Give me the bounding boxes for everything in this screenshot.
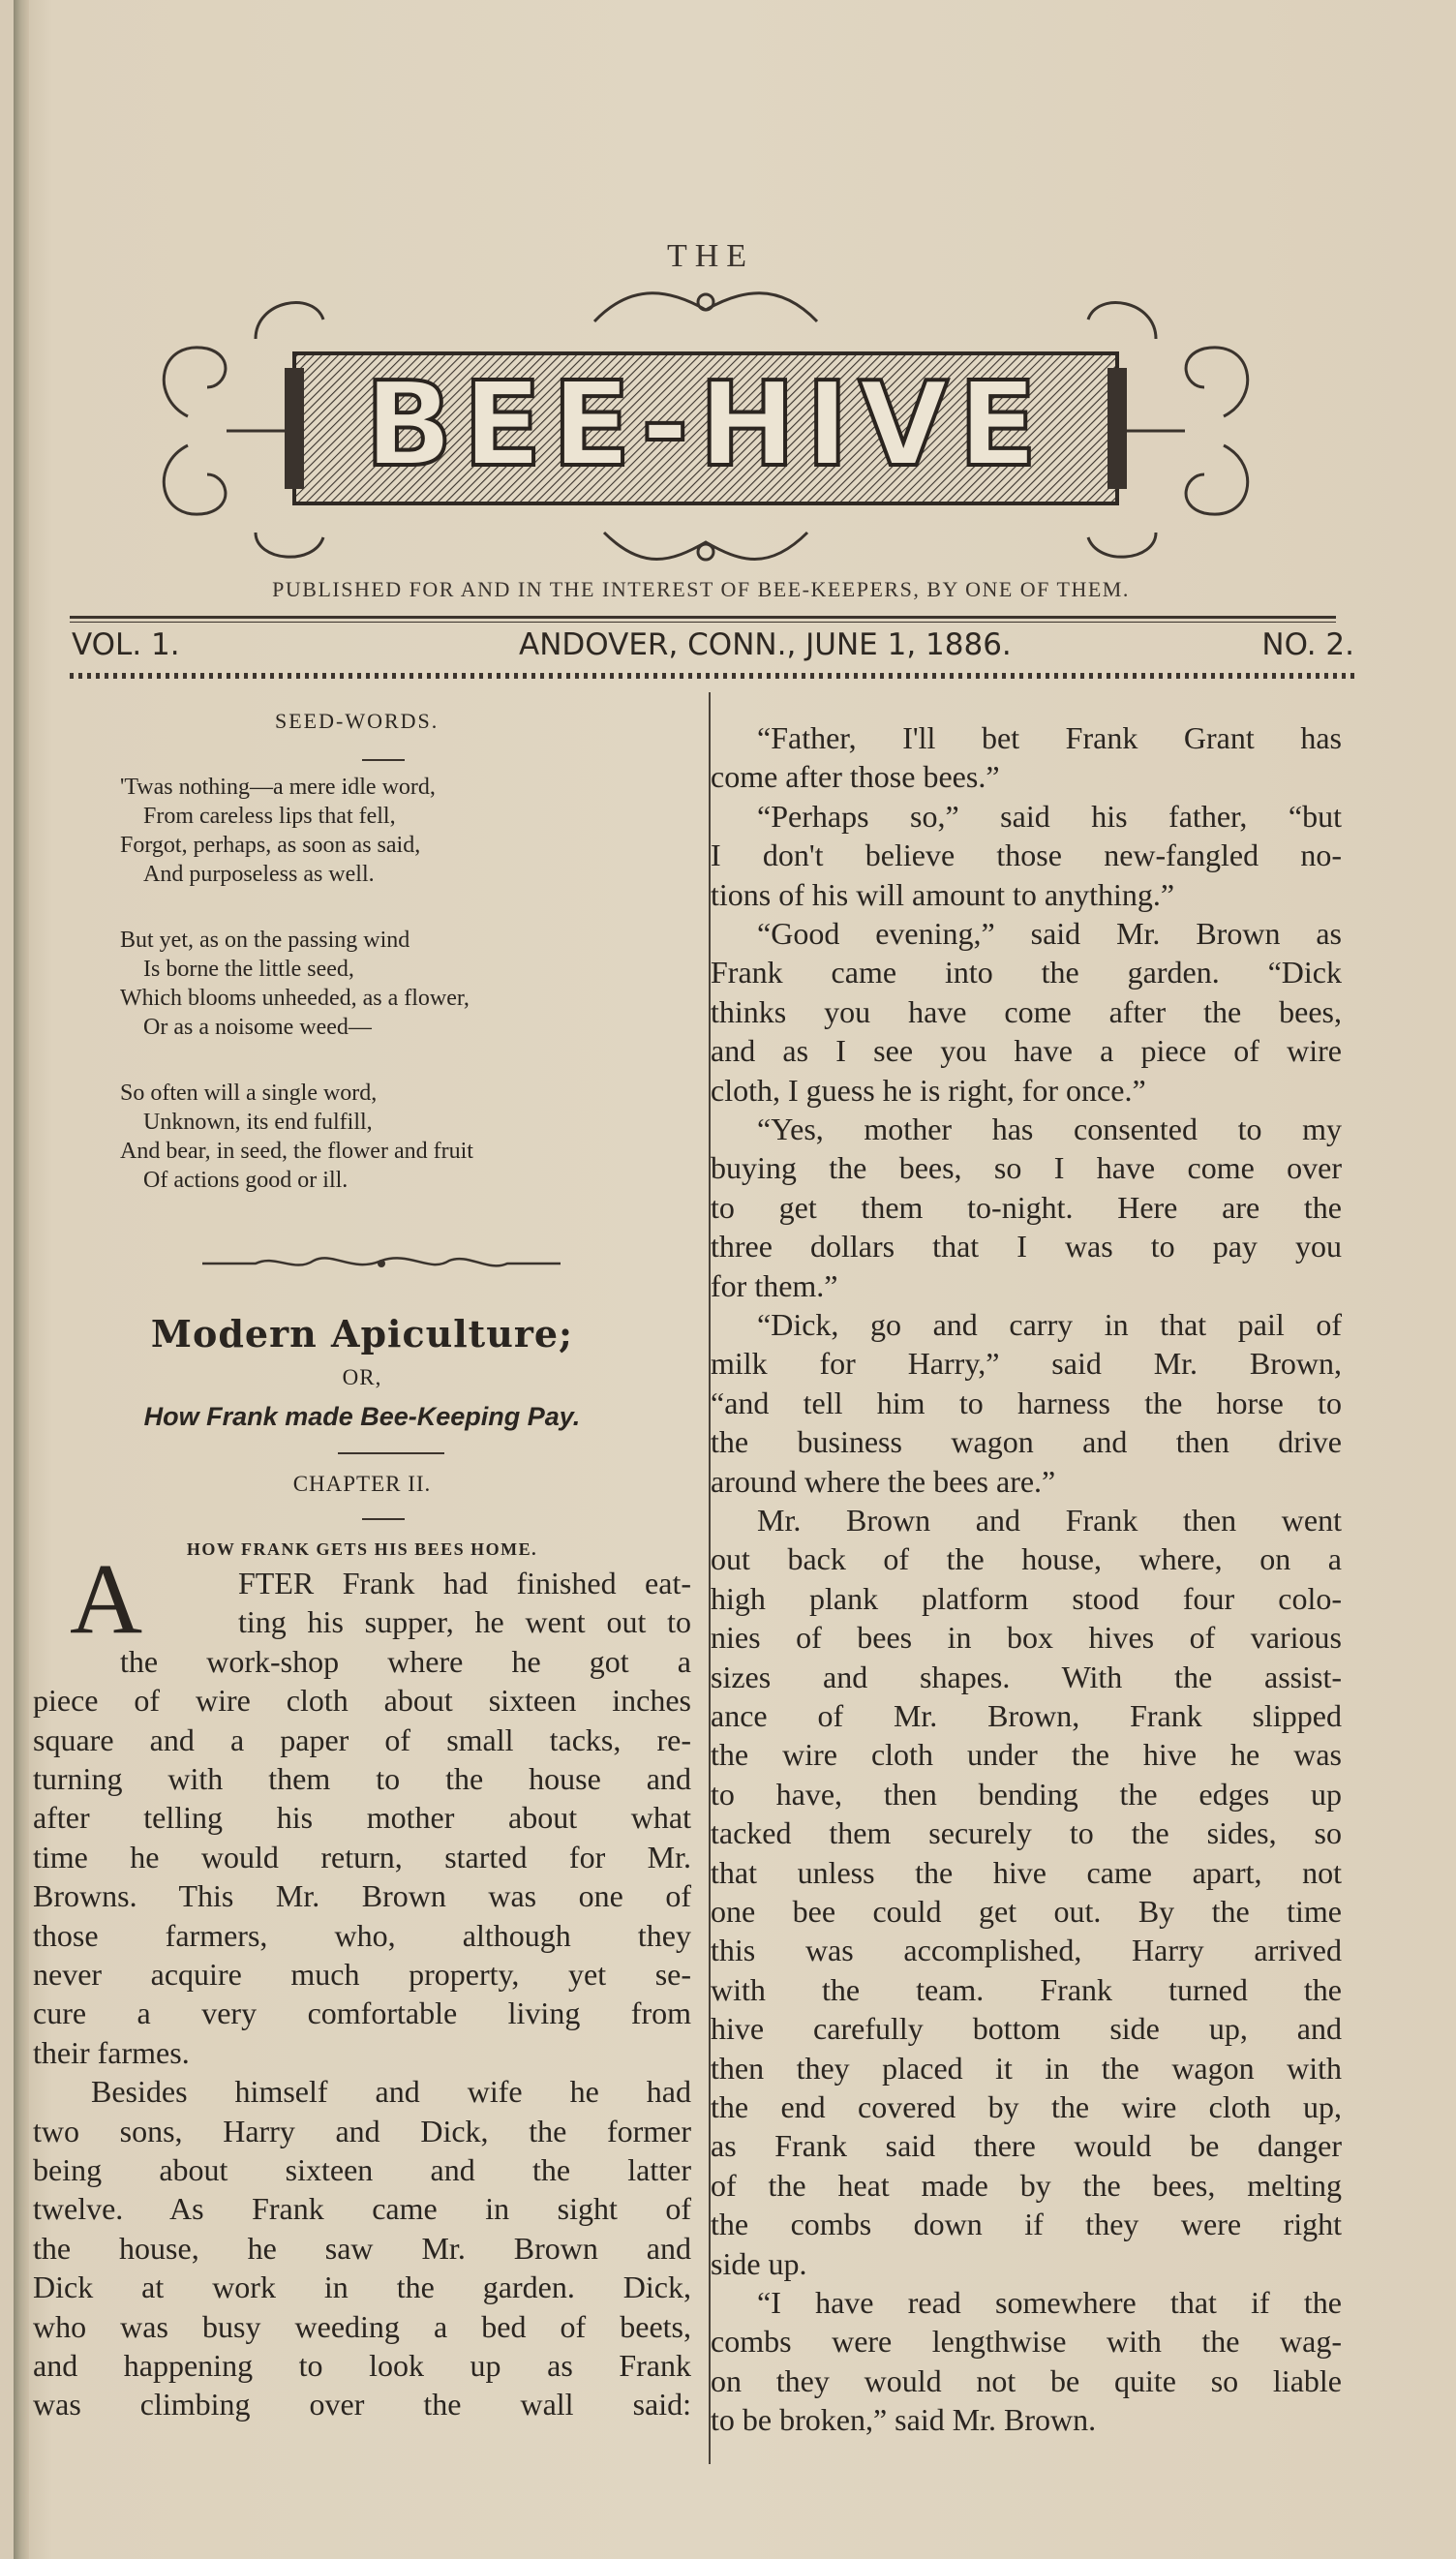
poem-line: 'Twas nothing—a mere idle word,: [120, 775, 436, 800]
article-line: the wire cloth under the hive he was: [711, 1737, 1342, 1773]
article-or: OR,: [342, 1365, 382, 1389]
article-line: as Frank said there would be danger: [711, 2128, 1342, 2164]
article-line: the end covered by the wire cloth up,: [711, 2089, 1342, 2124]
article-line: side up.: [711, 2245, 807, 2281]
article-line: the business wagon and then drive: [711, 1424, 1342, 1460]
article-line: “I have read somewhere that if the: [757, 2285, 1342, 2320]
poem-line: Unknown, its end fulfill,: [143, 1110, 373, 1135]
article-line: those farmers, who, although they: [33, 1917, 691, 1953]
article-line: cloth, I guess he is right, for once.”: [711, 1072, 1146, 1108]
subtitle-rule: [338, 1452, 444, 1454]
binding-edge: [14, 0, 29, 2559]
article-line: the combs down if they were right: [711, 2207, 1342, 2242]
article-line: and happening to look up as Frank: [33, 2348, 691, 2383]
article-line: the house, he saw Mr. Brown and: [33, 2230, 691, 2266]
article-line: cure a very comfortable living from: [33, 1995, 691, 2031]
masthead-ornament: [149, 281, 1262, 571]
article-line: Frank came into the garden. “Dick: [711, 955, 1342, 990]
article-line: on they would not be quite so liable: [711, 2362, 1342, 2398]
article-line: turning with them to the house and: [33, 1761, 691, 1796]
chapter-title: HOW FRANK GETS HIS BEES HOME.: [186, 1539, 538, 1559]
article-line: to have, then bending the edges up: [711, 1776, 1342, 1812]
poem-line: Is borne the little seed,: [143, 957, 354, 982]
article-line: Dick at work in the garden. Dick,: [33, 2270, 691, 2305]
article-line: nies of bees in box hives of various: [711, 1620, 1342, 1656]
chapter-rule: [362, 1518, 405, 1520]
volume-label: VOL. 1.: [72, 627, 180, 662]
article-line: to be broken,” said Mr. Brown.: [711, 2402, 1097, 2438]
article-line: hive carefully bottom side up, and: [711, 2011, 1342, 2047]
article-line: being about sixteen and the latter: [33, 2152, 691, 2187]
poem-line: Forgot, perhaps, as soon as said,: [120, 833, 421, 858]
article-line: “Yes, mother has consented to my: [757, 1112, 1342, 1146]
article-line: Besides himself and wife he had: [91, 2074, 691, 2110]
poem-line: From careless lips that fell,: [143, 804, 396, 829]
poem-line: Which blooms unheeded, as a flower,: [120, 986, 470, 1011]
article-line: I don't believe those new-fangled no-: [711, 838, 1342, 873]
poem-line: Or as a noisome weed—: [143, 1015, 372, 1040]
poem-line: But yet, as on the passing wind: [120, 928, 410, 953]
article-line: “and tell him to harness the horse to: [711, 1385, 1342, 1420]
article-line: piece of wire cloth about sixteen inches: [33, 1683, 691, 1719]
article-line: with the team. Frank turned the: [711, 1971, 1342, 2007]
article-line: their farmes.: [33, 2034, 190, 2070]
article-line: that unless the hive came apart, not: [711, 1854, 1342, 1890]
article-line: one bee could get out. By the time: [711, 1894, 1342, 1929]
article-line: who was busy weeding a bed of beets,: [33, 2308, 691, 2344]
article-line: tacked them securely to the sides, so: [711, 1815, 1342, 1851]
article-line: ting his supper, he went out to: [238, 1604, 691, 1640]
article-line: time he would return, started for Mr.: [33, 1839, 691, 1874]
article-line: two sons, Harry and Dick, the former: [33, 2113, 691, 2148]
drop-cap: A: [70, 1543, 143, 1655]
poem-line: Of actions good or ill.: [143, 1168, 349, 1193]
issue-dotted-rule: [70, 673, 1355, 679]
masthead-the: THE: [666, 238, 755, 274]
article-line: “Good evening,” said Mr. Brown as: [757, 916, 1342, 951]
article-line: out back of the house, where, on a: [711, 1541, 1342, 1577]
poem-line: And bear, in seed, the flower and fruit: [120, 1139, 473, 1164]
flourish-divider: [197, 1249, 565, 1278]
article-line: of the heat made by the bees, melting: [711, 2167, 1342, 2203]
article-line: “Perhaps so,” said his father, “but: [757, 798, 1342, 834]
article-line: the work-shop where he got a: [120, 1643, 691, 1679]
article-line: “Father, I'll bet Frank Grant has: [757, 720, 1342, 755]
poem-rule: [362, 759, 405, 761]
article-line: come after those bees.”: [711, 759, 1000, 795]
article-line: buying the bees, so I have come over: [711, 1150, 1342, 1186]
article-line: after telling his mother about what: [33, 1800, 691, 1836]
masthead-title: BEE-HIVE: [364, 358, 1047, 493]
chapter-heading: CHAPTER II.: [292, 1472, 432, 1496]
article-line: FTER Frank had finished eat-: [238, 1566, 691, 1600]
article-line: square and a paper of small tacks, re-: [33, 1721, 691, 1757]
article-line: around where the bees are.”: [711, 1463, 1056, 1499]
poem-line: And purposeless as well.: [143, 862, 375, 887]
poem-line: So often will a single word,: [120, 1081, 378, 1106]
place-date: ANDOVER, CONN., JUNE 1, 1886.: [519, 627, 1012, 662]
masthead-rule-thin: [70, 622, 1336, 623]
article-line: this was accomplished, Harry arrived: [711, 1933, 1342, 1968]
article-line: Mr. Brown and Frank then went: [757, 1503, 1342, 1538]
article-line: “Dick, go and carry in that pail of: [757, 1307, 1342, 1342]
article-line: and as I see you have a piece of wire: [711, 1033, 1342, 1069]
article-line: combs were lengthwise with the wag-: [711, 2324, 1342, 2360]
poem-title: SEED-WORDS.: [275, 709, 440, 733]
article-line: high plank platform stood four colo-: [711, 1580, 1342, 1616]
issue-number: NO. 2.: [1261, 627, 1354, 662]
article-line: milk for Harry,” said Mr. Brown,: [711, 1346, 1342, 1382]
article-line: thinks you have come after the bees,: [711, 993, 1342, 1029]
article-line: sizes and shapes. With the assist-: [711, 1659, 1342, 1694]
article-line: was climbing over the wall said:: [33, 2387, 691, 2422]
article-line: Browns. This Mr. Brown was one of: [33, 1878, 691, 1914]
issue-line: [72, 627, 1354, 666]
article-subtitle: How Frank made Bee-Keeping Pay.: [143, 1402, 581, 1431]
article-line: never acquire much property, yet se-: [33, 1957, 691, 1992]
masthead-rule: [70, 616, 1336, 619]
article-line: tions of his will amount to anything.”: [711, 876, 1175, 912]
article-line: for them.”: [711, 1267, 838, 1303]
newspaper-page: [14, 0, 1456, 2559]
article-line: ance of Mr. Brown, Frank slipped: [711, 1698, 1342, 1733]
article-line: three dollars that I was to pay you: [711, 1229, 1342, 1264]
article-line: then they placed it in the wagon with: [711, 2050, 1342, 2086]
masthead-tagline: PUBLISHED FOR AND IN THE INTEREST OF BEE-KEEPERS, BY ONE OF THEM.: [272, 577, 1130, 601]
masthead-banner: [149, 281, 1262, 571]
article-line: twelve. As Frank came in sight of: [33, 2191, 691, 2227]
article-title: Modern Apiculture;: [150, 1312, 574, 1356]
article-line: to get them to-night. Here are the: [711, 1189, 1342, 1225]
